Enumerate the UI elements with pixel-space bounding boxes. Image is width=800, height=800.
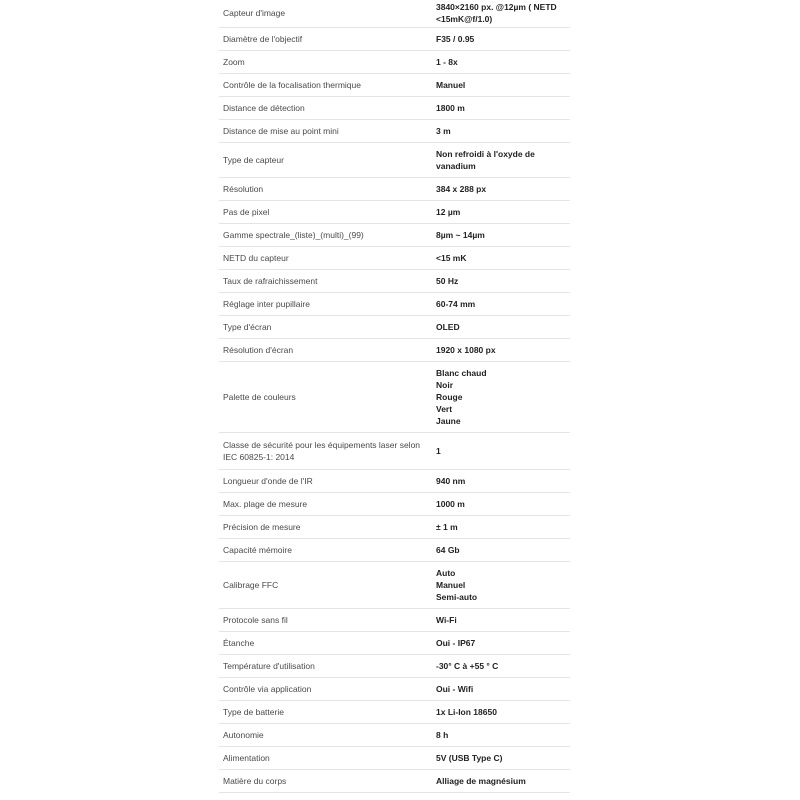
spec-row <box>219 51 570 74</box>
spec-row <box>219 270 570 293</box>
spec-value-line: ± 1 m <box>436 522 458 532</box>
spec-value-line: Manuel <box>436 580 466 590</box>
spec-value <box>432 79 570 91</box>
spec-table <box>219 0 570 793</box>
spec-row <box>219 247 570 270</box>
spec-value-line: Blanc chaud <box>436 368 487 378</box>
spec-value-line: 8 h <box>436 730 449 740</box>
spec-value-line: Alliage de magnésium <box>436 776 526 786</box>
spec-row <box>219 362 570 433</box>
spec-value <box>432 1 570 25</box>
spec-value-line: 940 nm <box>436 476 466 486</box>
spec-value-line: 64 Gb <box>436 545 460 555</box>
spec-label: Résolution d'écran <box>223 345 294 355</box>
spec-row <box>219 678 570 701</box>
spec-label: Étanche <box>223 638 255 648</box>
spec-label: Matière du corps <box>223 776 287 786</box>
spec-value <box>432 614 570 626</box>
spec-label: Calibrage FFC <box>223 580 279 590</box>
spec-value-line: 1000 m <box>436 499 465 509</box>
spec-value <box>432 752 570 764</box>
spec-value-line: OLED <box>436 322 460 332</box>
spec-value-line: Noir <box>436 380 453 390</box>
spec-row <box>219 609 570 632</box>
spec-value-line: F35 / 0.95 <box>436 34 475 44</box>
spec-value-line: Oui - Wifi <box>436 684 474 694</box>
spec-label: Contrôle via application <box>223 684 312 694</box>
spec-value-line: 1 - 8x <box>436 57 458 67</box>
spec-label: Type de batterie <box>223 707 284 717</box>
spec-value <box>432 344 570 356</box>
spec-row <box>219 178 570 201</box>
spec-value <box>432 498 570 510</box>
spec-value-line: Vert <box>436 404 453 414</box>
spec-label: Max. plage de mesure <box>223 499 308 509</box>
spec-value <box>432 544 570 556</box>
spec-row <box>219 224 570 247</box>
spec-value-line: -30° C à +55 ° C <box>436 661 499 671</box>
spec-value-line: 8µm ~ 14µm <box>436 230 485 240</box>
spec-value-line: 5V (USB Type C) <box>436 753 503 763</box>
spec-value <box>432 206 570 218</box>
spec-label: Alimentation <box>223 753 270 763</box>
spec-row <box>219 433 570 470</box>
spec-value <box>432 475 570 487</box>
spec-value-line: 12 µm <box>436 207 461 217</box>
spec-value <box>432 567 570 603</box>
spec-value <box>432 148 570 172</box>
spec-row <box>219 201 570 224</box>
spec-value <box>432 183 570 195</box>
spec-value <box>432 683 570 695</box>
spec-value <box>432 706 570 718</box>
spec-label: Gamme spectrale_(liste)_(multi)_(99) <box>223 230 364 240</box>
spec-label: Contrôle de la focalisation thermique <box>223 80 361 90</box>
spec-label: Classe de sécurité pour les équipements laser selon IEC 60825-1: 2014 <box>223 440 421 462</box>
spec-value-line: Rouge <box>436 392 463 402</box>
spec-value-line: <15mK@f/1.0) <box>436 13 493 24</box>
spec-value-line: Non refroidi à l'oxyde de <box>436 149 535 159</box>
spec-row <box>219 28 570 51</box>
spec-value <box>432 125 570 137</box>
spec-row <box>219 539 570 562</box>
spec-label: Autonomie <box>223 730 264 740</box>
spec-value <box>432 660 570 672</box>
spec-value <box>432 275 570 287</box>
spec-value <box>432 445 570 457</box>
spec-row <box>219 655 570 678</box>
spec-label: Type d'écran <box>223 322 272 332</box>
spec-label: Distance de détection <box>223 103 305 113</box>
spec-value-line: 384 x 288 px <box>436 184 487 194</box>
spec-value-line: 60-74 mm <box>436 299 476 309</box>
spec-row <box>219 316 570 339</box>
spec-value <box>432 298 570 310</box>
spec-value-line: Oui - IP67 <box>436 638 476 648</box>
spec-row <box>219 74 570 97</box>
spec-value-line: 3840×2160 px. @12µm ( NETD <box>436 1 557 12</box>
spec-value-line: 1800 m <box>436 103 465 113</box>
spec-row <box>219 770 570 793</box>
spec-label: Résolution <box>223 184 264 194</box>
spec-value <box>432 102 570 114</box>
spec-value-line: Jaune <box>436 416 461 426</box>
spec-value <box>432 252 570 264</box>
spec-value-line: Manuel <box>436 80 466 90</box>
spec-value <box>432 637 570 649</box>
spec-value-line: 1920 x 1080 px <box>436 345 496 355</box>
spec-value-line: 3 m <box>436 126 451 136</box>
spec-label: Longueur d'onde de l'IR <box>223 476 313 486</box>
spec-value <box>432 775 570 787</box>
spec-row <box>219 470 570 493</box>
spec-value-line: vanadium <box>436 161 476 171</box>
spec-value <box>432 229 570 241</box>
spec-row <box>219 747 570 770</box>
spec-value <box>432 367 570 427</box>
spec-row <box>219 724 570 747</box>
spec-row <box>219 293 570 316</box>
spec-label: Capacité mémoire <box>223 545 292 555</box>
spec-label: Palette de couleurs <box>223 392 296 402</box>
spec-value <box>432 729 570 741</box>
spec-label: Capteur d'image <box>223 7 286 18</box>
spec-row <box>219 0 570 28</box>
spec-label: Distance de mise au point mini <box>223 126 339 136</box>
spec-value-line: Semi-auto <box>436 592 478 602</box>
spec-value <box>432 321 570 333</box>
spec-row <box>219 701 570 724</box>
spec-label: Pas de pixel <box>223 207 270 217</box>
spec-label: Taux de rafraichissement <box>223 276 318 286</box>
spec-label: Zoom <box>223 57 245 67</box>
spec-row <box>219 516 570 539</box>
spec-value-line: 1x Li-Ion 18650 <box>436 707 497 717</box>
spec-row <box>219 632 570 655</box>
spec-label: Diamètre de l'objectif <box>223 34 303 44</box>
spec-label: Température d'utilisation <box>223 661 315 671</box>
spec-label: Protocole sans fil <box>223 615 288 625</box>
spec-row <box>219 339 570 362</box>
spec-label: NETD du capteur <box>223 253 289 263</box>
spec-value <box>432 33 570 45</box>
spec-label: Précision de mesure <box>223 522 301 532</box>
spec-value-line: 50 Hz <box>436 276 459 286</box>
spec-value <box>432 56 570 68</box>
spec-value-line: <15 mK <box>436 253 467 263</box>
spec-row <box>219 493 570 516</box>
spec-label: Réglage inter pupillaire <box>223 299 310 309</box>
spec-label: Type de capteur <box>223 155 284 165</box>
spec-row <box>219 143 570 178</box>
spec-row <box>219 562 570 609</box>
spec-row <box>219 120 570 143</box>
spec-value-line: Wi-Fi <box>436 615 457 625</box>
spec-value-line: Auto <box>436 568 456 578</box>
spec-value-line: 1 <box>436 446 441 456</box>
spec-row <box>219 97 570 120</box>
spec-value <box>432 521 570 533</box>
